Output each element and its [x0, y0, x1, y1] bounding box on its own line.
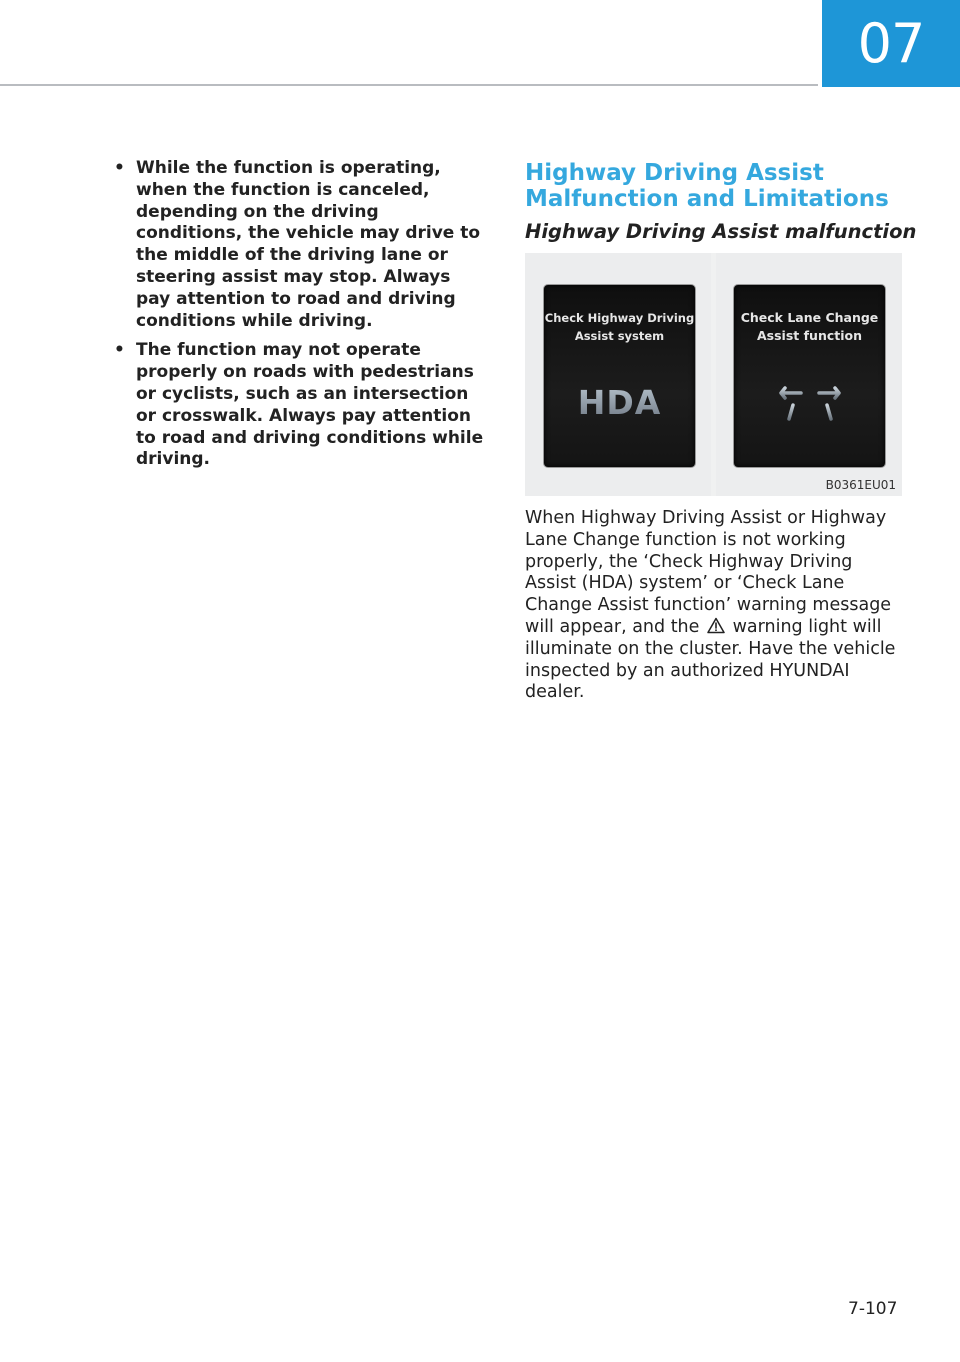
screen-message-line2: Assist function — [757, 328, 862, 343]
bullet-icon: • — [114, 340, 125, 361]
page-number: 7-107 — [848, 1299, 898, 1319]
cluster-screen — [543, 284, 696, 468]
screen-message-line1: Check Highway Driving — [544, 311, 695, 325]
figure-panel-hda — [525, 253, 711, 496]
body-paragraph — [525, 508, 905, 704]
list-item — [114, 340, 486, 471]
bullet-icon: • — [114, 158, 125, 178]
chapter-tab: 07 — [822, 0, 960, 87]
section-title-line1: Highway Driving Assist — [525, 160, 824, 186]
bullet-list — [114, 158, 486, 471]
left-column — [114, 158, 486, 479]
subsection-title: Highway Driving Assist malfunction — [525, 220, 917, 243]
section-title-line2: Malfunction and Limitations — [525, 186, 889, 212]
figure-panel-lane-change — [716, 253, 902, 496]
screen-message-line2: Assist system — [574, 329, 665, 343]
screen-message-line1: Check Lane Change — [740, 310, 879, 325]
screen-message — [734, 309, 885, 345]
right-column — [525, 160, 917, 704]
bullet-text: The function may not operate properly on roads with pedestrians or cyclists, such as an intersection or crosswalk. Always pay attention to road and driving conditions while driving. — [136, 340, 484, 470]
cluster-screen — [733, 284, 886, 468]
figure-code: B0361EU01 — [825, 478, 896, 492]
screen-message — [544, 309, 695, 345]
bullet-text: While the function is operating, when the function is canceled, depending on the driving conditions, the vehicle may drive to the middle of the driving lane or steering assist may stop. Always pay attention to road and driving conditions while driving. — [136, 158, 481, 331]
section-title — [525, 160, 905, 212]
body-text-part1: When Highway Driving Assist or Highway Lane Change function is not working properly, the ‘Check Highway Driving Assist (HDA) system’ or ‘Check Lane Change Assist function’ warning message will appear, and the — [525, 508, 892, 637]
body-text-part2: warning light will illuminate on the cluster. Have the vehicle inspected by an authorized HYUNDAI dealer. — [525, 616, 896, 703]
warning-triangle-icon — [707, 617, 725, 634]
list-item — [114, 158, 486, 332]
hda-symbol: HDA — [544, 383, 695, 422]
cluster-figure — [525, 253, 902, 496]
lane-change-arrows-icon — [771, 385, 849, 421]
header-rule — [0, 84, 818, 86]
